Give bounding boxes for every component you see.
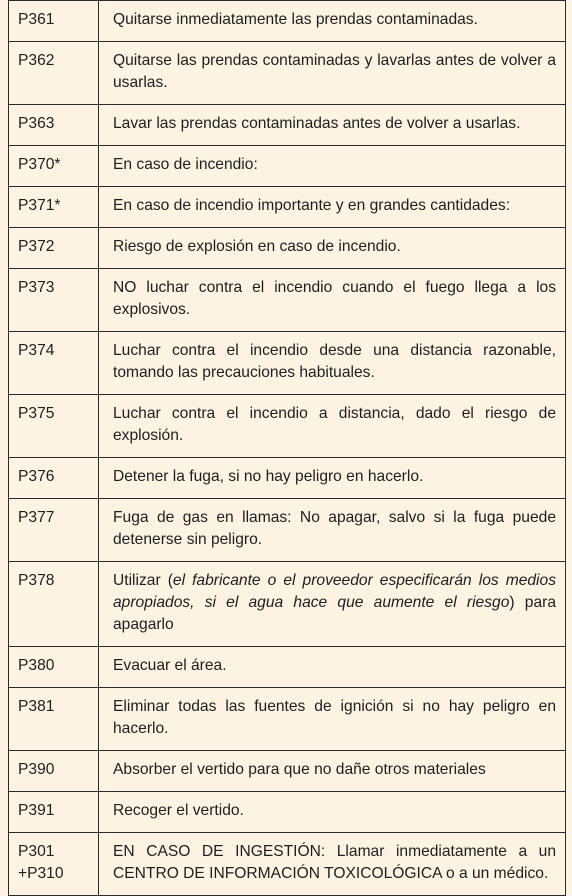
statement-text: EN CASO DE INGESTIÓN: Llamar inmediatamente a un CENTRO DE INFORMACIÓN TOXICOLÓGICA o a un médico.: [99, 833, 566, 896]
table-row: [9, 228, 566, 269]
table-row: [9, 42, 566, 105]
statement-code: P377: [9, 499, 99, 562]
statement-text: [99, 562, 566, 647]
statement-text: Quitarse inmediatamente las prendas contaminadas.: [99, 1, 566, 42]
table-row: [9, 332, 566, 395]
precautionary-statements-table: [8, 0, 566, 896]
statement-code: P375: [9, 395, 99, 458]
table-row: [9, 458, 566, 499]
table-row: [9, 647, 566, 688]
table-row: [9, 395, 566, 458]
statement-code: P380: [9, 647, 99, 688]
statement-code: P371*: [9, 187, 99, 228]
statement-code: P391: [9, 792, 99, 833]
statement-text: En caso de incendio importante y en grandes cantidades:: [99, 187, 566, 228]
statement-text: Detener la fuga, si no hay peligro en hacerlo.: [99, 458, 566, 499]
statement-text: Quitarse las prendas contaminadas y lavarlas antes de volver a usarlas.: [99, 42, 566, 105]
table-row: [9, 792, 566, 833]
statement-text: Absorber el vertido para que no dañe otros materiales: [99, 751, 566, 792]
statement-text: En caso de incendio:: [99, 146, 566, 187]
table-row: [9, 269, 566, 332]
statement-text: Evacuar el área.: [99, 647, 566, 688]
statement-text: Luchar contra el incendio desde una distancia razonable, tomando las precauciones habituales.: [99, 332, 566, 395]
statement-code: P373: [9, 269, 99, 332]
statement-code: P374: [9, 332, 99, 395]
statement-text: Luchar contra el incendio a distancia, dado el riesgo de explosión.: [99, 395, 566, 458]
statement-code: P390: [9, 751, 99, 792]
statement-text: Fuga de gas en llamas: No apagar, salvo si la fuga puede detenerse sin peligro.: [99, 499, 566, 562]
table-row: [9, 751, 566, 792]
statement-text-end: ) para apagarlo: [113, 594, 556, 633]
statement-code: P362: [9, 42, 99, 105]
statement-code: P370*: [9, 146, 99, 187]
table-row: [9, 146, 566, 187]
statement-code: P372: [9, 228, 99, 269]
statement-code: P361: [9, 1, 99, 42]
table-row: [9, 688, 566, 751]
statement-code: P301 +P310: [9, 833, 99, 896]
table-row: [9, 562, 566, 647]
table-row: [9, 1, 566, 42]
statement-code: P381: [9, 688, 99, 751]
table-row: [9, 499, 566, 562]
statement-code: P363: [9, 105, 99, 146]
statement-text-italic: el fabricante o el proveedor especificarán los medios apropiados, si el agua hace que aumente el riesgo: [113, 572, 556, 611]
statement-text-start: Utilizar (: [113, 572, 173, 589]
table-row: [9, 187, 566, 228]
statement-text: Riesgo de explosión en caso de incendio.: [99, 228, 566, 269]
table-row: [9, 833, 566, 896]
statement-text: Lavar las prendas contaminadas antes de volver a usarlas.: [99, 105, 566, 146]
table-row: [9, 105, 566, 146]
statement-code: P376: [9, 458, 99, 499]
statement-text: Recoger el vertido.: [99, 792, 566, 833]
statement-text: Eliminar todas las fuentes de ignición si no hay peligro en hacerlo.: [99, 688, 566, 751]
statement-text: NO luchar contra el incendio cuando el fuego llega a los explosivos.: [99, 269, 566, 332]
statement-code: P378: [9, 562, 99, 647]
